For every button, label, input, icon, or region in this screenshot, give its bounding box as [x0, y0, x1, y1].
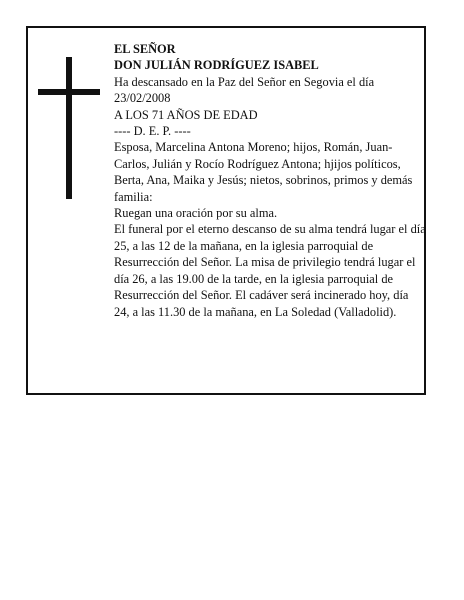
obituary-text — [114, 41, 426, 320]
death-statement: Ha descansado en la Paz del Señor en Segovia el día 23/02/2008 — [114, 74, 375, 106]
cross-vertical-bar — [66, 57, 72, 199]
cross-icon — [38, 57, 100, 199]
funeral-details: El funeral por el eterno descanso de su alma tendrá lugar el día 25, a las 12 de la mañana, en la iglesia parroquial de Resurrección del Señor. La misa de privilegio tendrá lugar el día 26, a las 19.00 de la tarde, en la iglesia parroquial de Resurrección del Señor. El cadáver será incinerado hoy, día 24, a las 11.30 de la mañana, en La Soledad (Valladolid). — [114, 222, 426, 319]
age-at-death: A LOS 71 AÑOS DE EDAD — [114, 107, 258, 122]
cross-horizontal-bar — [38, 89, 100, 95]
rest-in-peace: ---- D. E. P. ---- — [114, 124, 191, 139]
family-list: Esposa, Marcelina Antona Moreno; hijos, Román, Juan-Carlos, Julián y Rocío Rodríguez Antona; hjijos políticos, Berta, Ana, Maika y Jesús; nietos, sobrinos, primos y demás familia: — [114, 140, 413, 204]
prayer-request: Ruegan una oración por su alma. — [114, 206, 278, 221]
obituary-title: EL SEÑOR — [114, 42, 176, 56]
deceased-name: DON JULIÁN RODRÍGUEZ ISABEL — [114, 58, 319, 73]
obituary-notice — [26, 26, 426, 395]
